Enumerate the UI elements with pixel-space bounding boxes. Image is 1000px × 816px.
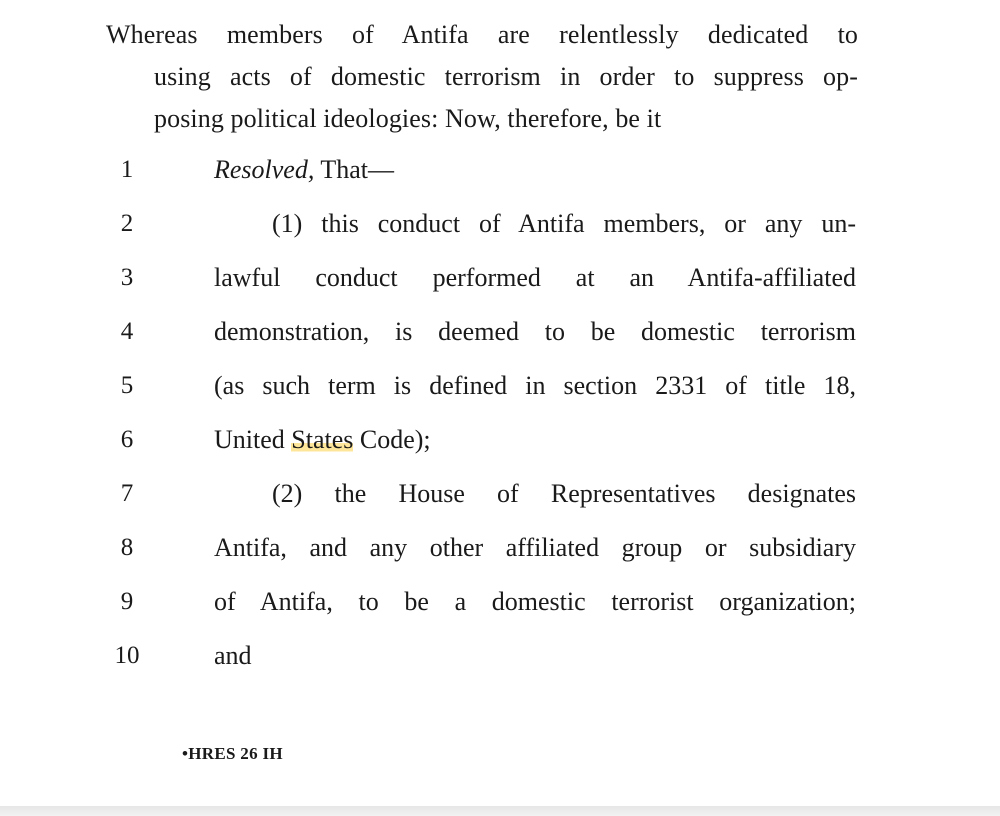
preamble-line-2: using acts of domestic terrorism in order to suppress op-: [154, 62, 858, 91]
line-text: (2) the House of Representatives designates: [272, 479, 856, 508]
line-number: 6: [120, 426, 134, 453]
line-text: demonstration, is deemed to be domestic terrorism: [214, 317, 856, 346]
line-number: 9: [120, 588, 134, 615]
line-text: and: [214, 641, 252, 670]
line-text: lawful conduct performed at an Antifa-affiliated: [214, 263, 856, 292]
line-text-pre: United: [214, 425, 292, 454]
preamble-line-3: posing political ideologies: Now, therefore, be it: [154, 104, 662, 133]
line-text: of Antifa, to be a domestic terrorist organization;: [214, 587, 856, 616]
preamble-line-1: Whereas members of Antifa are relentlessly dedicated to: [106, 20, 858, 49]
resolved-word: Resolved,: [214, 155, 315, 184]
bill-identifier: •HRES 26 IH: [182, 744, 283, 763]
preamble-clause: [106, 14, 858, 140]
line-number: 2: [120, 210, 134, 237]
line-text: [214, 425, 856, 455]
resolved-line: [214, 155, 856, 185]
line-text: (as such term is defined in section 2331 of title 18,: [214, 371, 856, 400]
line-text-post: Code);: [353, 425, 431, 454]
page-edge-shadow: [0, 806, 1000, 816]
line-text: That—: [314, 155, 395, 184]
line-number: 10: [114, 642, 140, 669]
line-number: 3: [120, 264, 134, 291]
line-number: 8: [120, 534, 134, 561]
line-text: Antifa, and any other affiliated group or subsidiary: [214, 533, 856, 562]
line-number: 5: [120, 372, 134, 399]
line-number: 7: [120, 480, 134, 507]
highlighted-word: States: [291, 425, 354, 454]
line-text: (1) this conduct of Antifa members, or any un-: [272, 209, 856, 238]
line-number: 4: [120, 318, 134, 345]
line-number: 1: [120, 156, 134, 183]
